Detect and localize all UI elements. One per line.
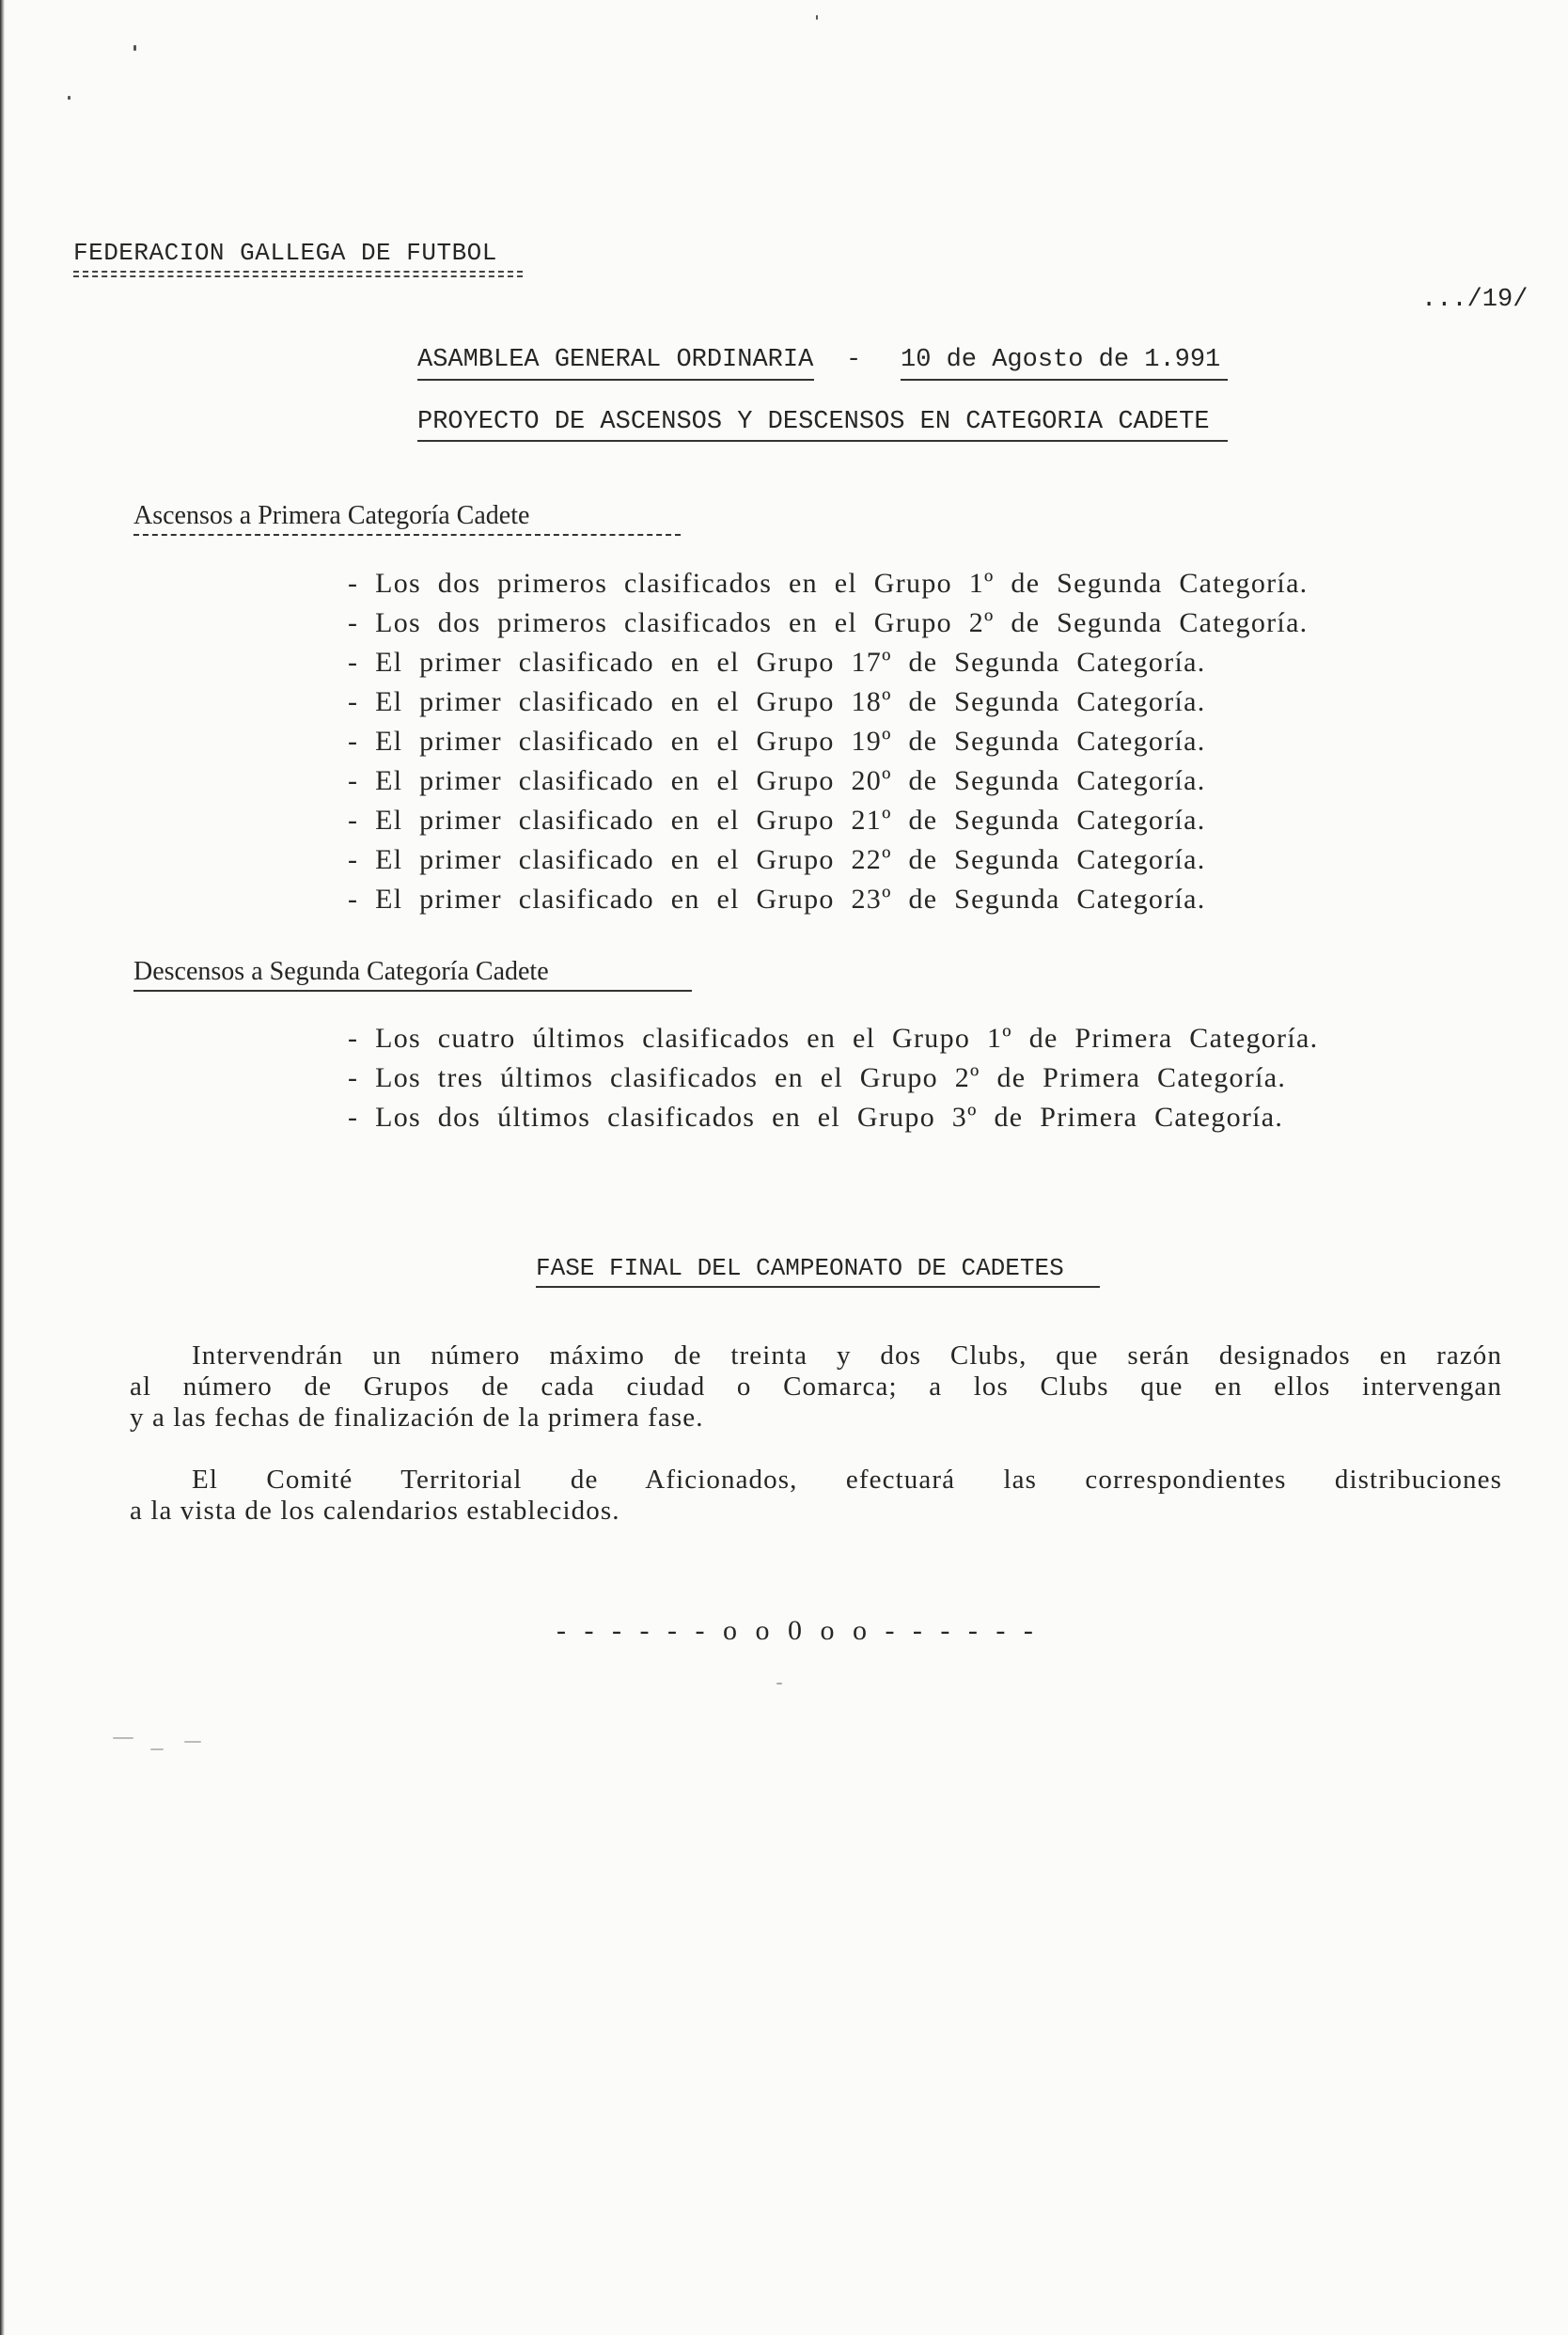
title-separator: - (846, 346, 862, 374)
ascensos-item: - El primer clasificado en el Grupo 20º de Segunda Categoría. (348, 765, 1206, 796)
project-title-underline (417, 440, 1228, 442)
scan-speck (133, 45, 136, 51)
assembly-date: 10 de Agosto de 1.991 (901, 346, 1221, 374)
ascensos-item: - Los dos primeros clasificados en el Grupo 2º de Segunda Categoría. (348, 607, 1309, 638)
descensos-item: - Los cuatro últimos clasificados en el Grupo 1º de Primera Categoría. (348, 1023, 1319, 1054)
organization-title: FEDERACION GALLEGA DE FUTBOL (73, 239, 497, 267)
fase-final-heading: FASE FINAL DEL CAMPEONATO DE CADETES (536, 1254, 1064, 1282)
ascensos-item: - El primer clasificado en el Grupo 19º de Segunda Categoría. (348, 726, 1206, 757)
scan-speck (184, 1741, 201, 1743)
assembly-title: ASAMBLEA GENERAL ORDINARIA (417, 346, 814, 374)
page-number: .../19/ (1421, 286, 1529, 314)
project-title: PROYECTO DE ASCENSOS Y DESCENSOS EN CATEGORIA CADETE (417, 408, 1210, 436)
ascensos-item: - El primer clasificado en el Grupo 23º de Segunda Categoría. (348, 884, 1206, 915)
organization-title-underline (73, 271, 523, 277)
fase-final-paragraph-1-line-3: y a las fechas de finalización de la primera fase. (130, 1403, 704, 1433)
assembly-date-underline (901, 379, 1228, 381)
scan-speck (150, 1748, 164, 1750)
ascensos-item: - El primer clasificado en el Grupo 21º de Segunda Categoría. (348, 805, 1206, 836)
fase-final-paragraph-2-line-1: El Comité Territorial de Aficionados, efectuará las correspondientes distribuciones (192, 1465, 1502, 1495)
descensos-item: - Los tres últimos clasificados en el Grupo 2º de Primera Categoría. (348, 1062, 1287, 1093)
scan-speck (816, 15, 818, 20)
ascensos-heading-underline (133, 534, 681, 536)
fase-final-heading-underline (536, 1286, 1100, 1288)
descensos-heading: Descensos a Segunda Categoría Cadete (133, 957, 549, 986)
ascensos-item: - El primer clasificado en el Grupo 17º de Segunda Categoría. (348, 647, 1206, 678)
ascensos-heading: Ascensos a Primera Categoría Cadete (133, 501, 530, 530)
ascensos-item: - El primer clasificado en el Grupo 22º de Segunda Categoría. (348, 844, 1206, 875)
scan-speck (776, 1683, 782, 1685)
scan-speck (68, 96, 71, 100)
scan-speck (113, 1737, 133, 1739)
descensos-item: - Los dos últimos clasificados en el Grupo 3º de Primera Categoría. (348, 1102, 1284, 1133)
assembly-title-underline (417, 379, 814, 381)
descensos-heading-underline (133, 990, 692, 992)
fase-final-paragraph-1-line-1: Intervendrán un número máximo de treinta y dos Clubs, que serán designados en razón (192, 1340, 1502, 1371)
fase-final-paragraph-2-line-2: a la vista de los calendarios establecidos. (130, 1496, 620, 1526)
closing-divider: - - - - - - o o 0 o o - - - - - - (557, 1615, 1039, 1646)
fase-final-paragraph-1-line-2: al número de Grupos de cada ciudad o Comarca; a los Clubs que en ellos intervengan (130, 1371, 1502, 1402)
ascensos-item: - Los dos primeros clasificados en el Grupo 1º de Segunda Categoría. (348, 568, 1309, 599)
ascensos-item: - El primer clasificado en el Grupo 18º de Segunda Categoría. (348, 686, 1206, 717)
scan-left-edge (0, 0, 5, 2335)
